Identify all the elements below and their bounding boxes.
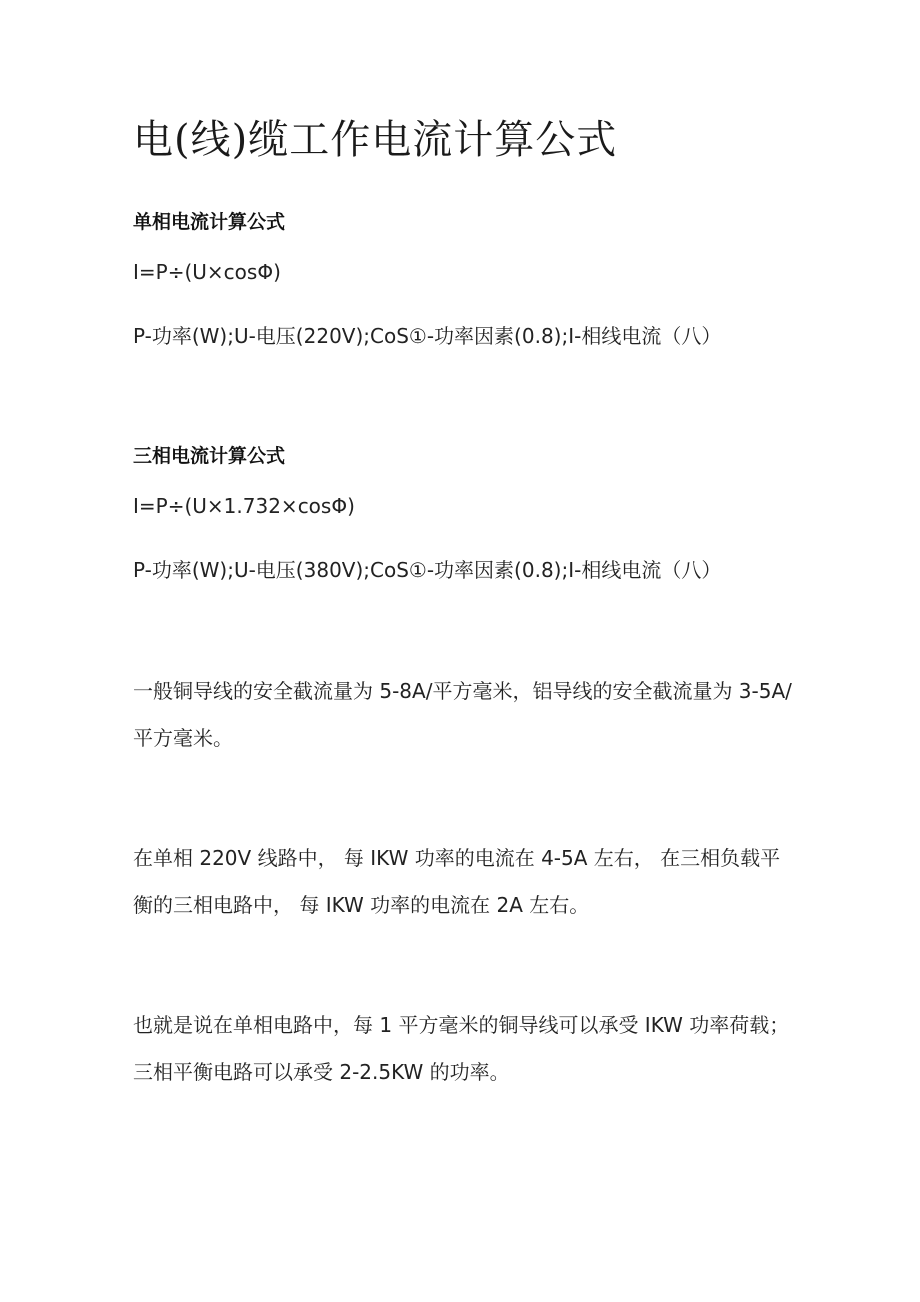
three-phase-formula: I=P÷(U×1.732×cosΦ)	[133, 494, 355, 518]
single-phase-heading: 单相电流计算公式	[133, 211, 286, 233]
three-phase-heading: 三相电流计算公式	[133, 445, 286, 467]
three-phase-legend: P-功率(W);U-电压(380V);CoS①-功率因素(0.8);I-相线电流（八）	[133, 558, 722, 582]
paragraph-line: 三相平衡电路可以承受 2-2.5KW 的功率。	[133, 1060, 510, 1084]
paragraph-line: 一般铜导线的安全截流量为 5-8A/平方毫米，铝导线的安全截流量为 3-5A/	[133, 679, 792, 703]
paragraph-line: 衡的三相电路中， 每 IKW 功率的电流在 2A 左右。	[133, 893, 590, 917]
paragraph-line: 也就是说在单相电路中，每 1 平方毫米的铜导线可以承受 IKW 功率荷载；	[133, 1013, 790, 1037]
paragraph-line: 平方毫米。	[133, 726, 233, 750]
paragraph-line: 在单相 220V 线路中， 每 IKW 功率的电流在 4-5A 左右， 在三相负载平	[133, 846, 781, 870]
single-phase-legend: P-功率(W);U-电压(220V);CoS①-功率因素(0.8);I-相线电流（八）	[133, 324, 722, 348]
single-phase-formula: I=P÷(U×cosΦ)	[133, 260, 281, 284]
page-title: 电(线)缆工作电流计算公式	[133, 117, 618, 163]
